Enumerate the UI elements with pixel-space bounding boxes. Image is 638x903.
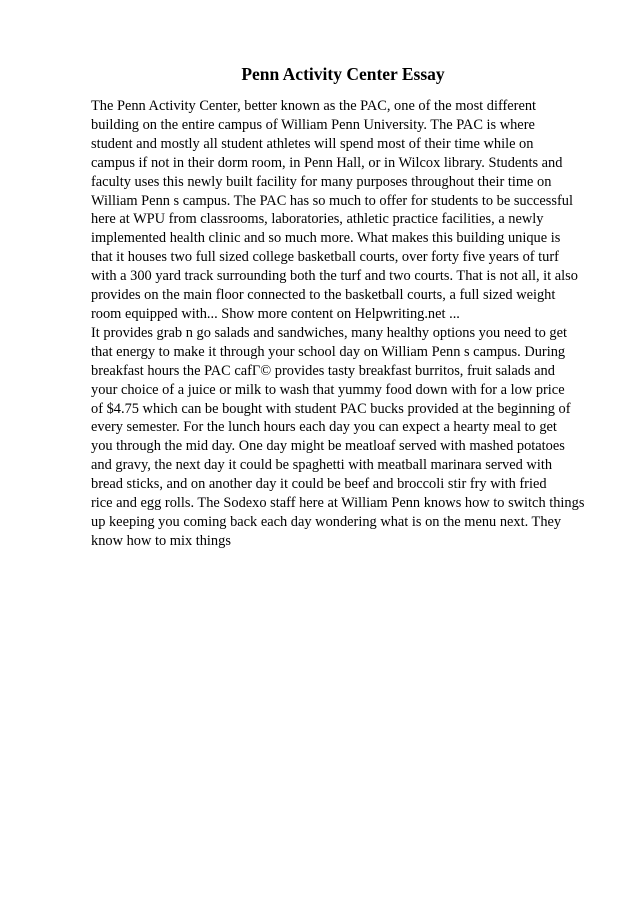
text-line: of $4.75 which can be bought with student PAC bucks provided at the beginning of xyxy=(91,400,571,417)
text-line: breakfast hours the PAC cafГ© provides tasty breakfast burritos, fruit salads and xyxy=(91,362,555,379)
text-line: that it houses two full sized college basketball courts, over forty five years of turf xyxy=(91,249,559,266)
text-line: implemented health clinic and so much more. What makes this building unique is xyxy=(91,230,561,247)
text-line: campus if not in their dorm room, in Penn Hall, or in Wilcox library. Students and xyxy=(91,154,563,171)
text-line: know how to mix things xyxy=(91,532,231,549)
text-line: rice and egg rolls. The Sodexo staff here at William Penn knows how to switch things xyxy=(91,495,585,512)
text-line: every semester. For the lunch hours each day you can expect a hearty meal to get xyxy=(91,419,557,436)
text-line: you through the mid day. One day might be meatloaf served with mashed potatoes xyxy=(91,438,565,455)
text-line: with a 300 yard track surrounding both the turf and two courts. That is not all, it also xyxy=(91,268,578,285)
text-line: The Penn Activity Center, better known as the PAC, one of the most different xyxy=(91,98,537,114)
text-line: here at WPU from classrooms, laboratories, athletic practice facilities, a newly xyxy=(91,211,544,228)
text-line: student and mostly all student athletes will spend most of their time while on xyxy=(91,135,534,152)
essay-body xyxy=(91,97,601,551)
page-title: Penn Activity Center Essay xyxy=(241,64,445,84)
text-line: bread sticks, and on another day it could be beef and broccoli stir fry with fried xyxy=(91,476,547,493)
text-line: your choice of a juice or milk to wash that yummy food down with for a low price xyxy=(91,381,565,398)
text-line: It provides grab n go salads and sandwiches, many healthy options you need to get xyxy=(91,324,567,341)
text-line: up keeping you coming back each day wondering what is on the menu next. They xyxy=(91,513,562,530)
text-line: faculty uses this newly built facility for many purposes throughout their time on xyxy=(91,173,552,190)
text-line: building on the entire campus of William Penn University. The PAC is where xyxy=(91,116,535,133)
text-line: room equipped with... Show more content on Helpwriting.net ... xyxy=(91,305,460,322)
text-line: William Penn s campus. The PAC has so much to offer for students to be successful xyxy=(91,192,573,209)
text-line: and gravy, the next day it could be spaghetti with meatball marinara served with xyxy=(91,457,553,474)
text-line: that energy to make it through your school day on William Penn s campus. During xyxy=(91,343,566,360)
text-line: provides on the main floor connected to the basketball courts, a full sized weight xyxy=(91,287,556,304)
